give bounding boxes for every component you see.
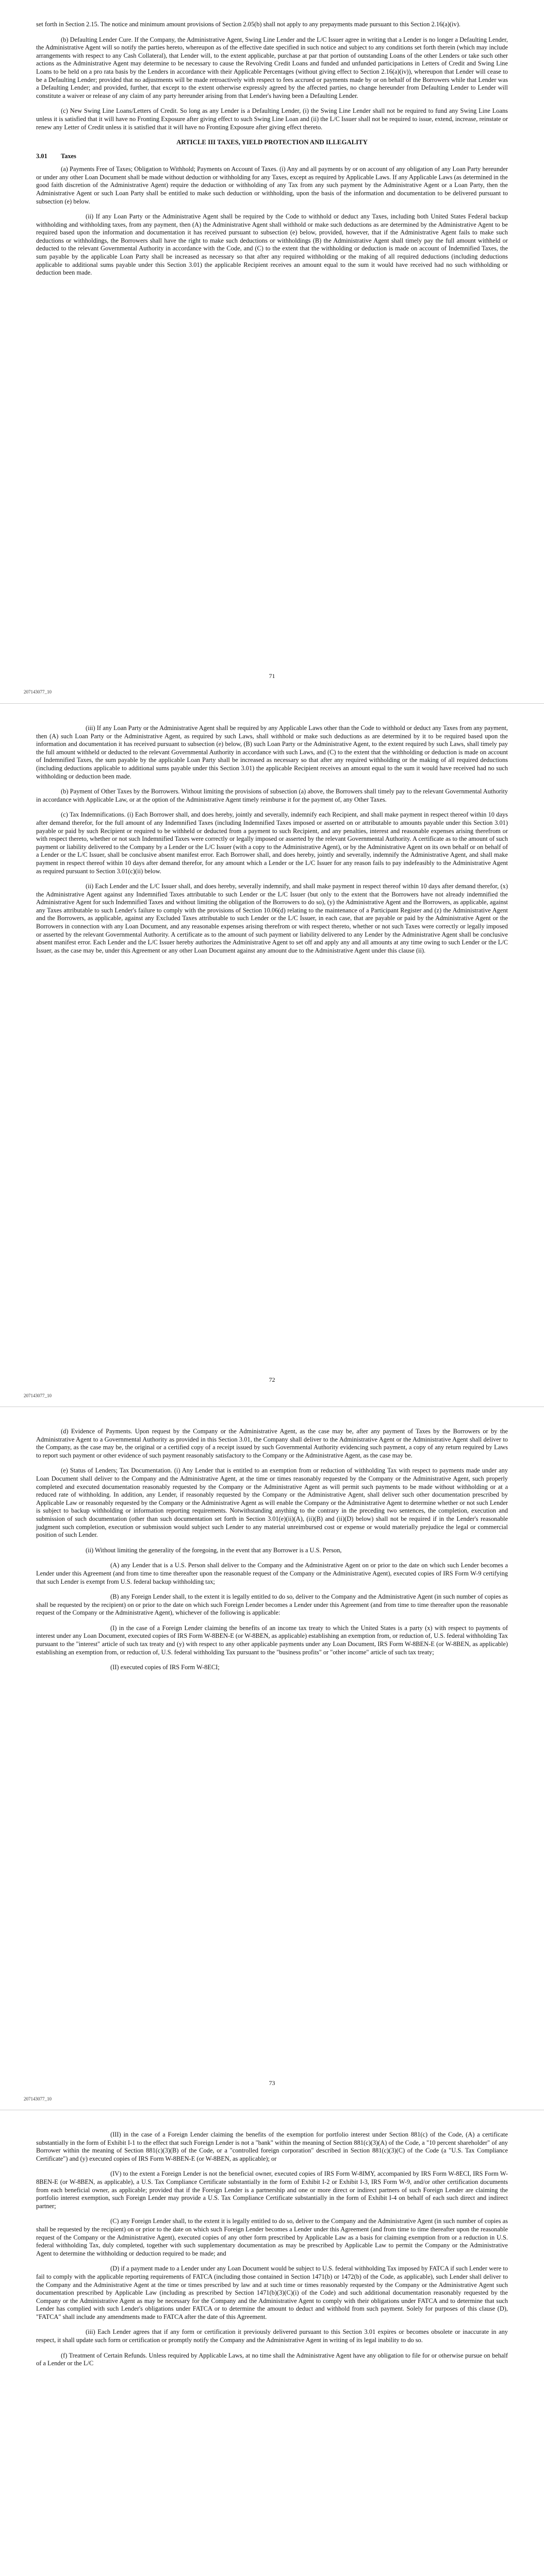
document-id: 207143077_10 (24, 2096, 52, 2102)
paragraph: (a) Payments Free of Taxes; Obligation to Withhold; Payments on Account of Taxes. (i) Any and all payments by or on account of any obligation of any Loan Party hereunder or under any other Loan Document shall be made without deduction or withholding for any Taxes, except as required by Applicable Laws. If any Applicable Laws (as determined in the good faith discretion of the Administrative Agent) require the deduction or withholding of any Tax from any such payment by the Administrative Agent or a Loan Party, then the Administrative Agent or such Loan Party shall be entitled to make such deduction or withholding, upon the basis of the information and documentation to be delivered pursuant to subsection (e) below. (36, 165, 508, 205)
page-body (36, 2131, 508, 2375)
paragraph: (C) any Foreign Lender shall, to the extent it is legally entitled to do so, deliver to the Company and the Administrative Agent (in such number of copies as shall be requested by the recipient) on or prior to the date on which such Foreign Lender becomes a Lender under this Agreement (and from time to time thereafter upon the reasonable request of the Company or the Administrative Agent), executed copies of any other form prescribed by Applicable Law as a basis for claiming exemption from or a reduction in U.S. federal withholding Tax, duly completed, together with such supplementary documentation as may be prescribed by Applicable Law to permit the Company or the Administrative Agent to determine the withholding or deduction required to be made; and (36, 2217, 508, 2257)
paragraph: (ii) If any Loan Party or the Administrative Agent shall be required by the Code to withhold or deduct any Taxes, including both United States Federal backup withholding and withholding taxes, from any payment, then (A) the Administrative Agent shall withhold or make such deductions as are determined by the Administrative Agent to be required based upon the information and documentation it has received pursuant to subsection (e) below, provided, however, that if the Administrative Agent fails to make such deductions or withholdings, the Borrowers shall have the right to make such deductions or withholdings (B) the Administrative Agent shall timely pay the full amount withheld or deducted to the relevant Governmental Authority in accordance with the Code, and (C) to the extent that the withholding or deduction is made on account of Indemnified Taxes, the sum payable by the applicable Loan Party shall be increased as necessary so that after any required withholding or the making of all required deductions (including deductions applicable to additional sums payable under this Section 3.01) the applicable Recipient receives an amount equal to the sum it would have received had no such withholding or deduction been made. (36, 213, 508, 277)
paragraph: (A) any Lender that is a U.S. Person shall deliver to the Company and the Administrative Agent on or prior to the date on which such Lender becomes a Lender under this Agreement (and from time to time thereafter upon the reasonable request of the Company or the Administrative Agent), executed copies of IRS Form W-9 certifying that such Lender is exempt from U.S. federal backup withholding tax; (36, 1562, 508, 1585)
article-heading: ARTICLE III TAXES, YIELD PROTECTION AND ILLEGALITY (176, 139, 368, 146)
document-page (0, 2110, 544, 2576)
paragraph: (iii) Each Lender agrees that if any form or certification it previously delivered pursuant to this Section 3.01 expires or becomes obsolete or inaccurate in any respect, it shall update such form or certification or promptly notify the Company and the Administrative Agent in writing of its legal inability to do so. (36, 2328, 508, 2344)
paragraph: (IV) to the extent a Foreign Lender is not the beneficial owner, executed copies of IRS Form W-8IMY, accompanied by IRS Form W-8ECI, IRS Form W-8BEN-E (or W-8BEN, as applicable), a U.S. Tax Compliance Certificate substantially in the form of Exhibit I-2 or Exhibit I-3, IRS Form W-9, and/or other certification documents from each beneficial owner, as applicable; provided that if the Foreign Lender is a partnership and one or more direct or indirect partners of such Foreign Lender are claiming the portfolio interest exemption, such Foreign Lender may provide a U.S. Tax Compliance Certificate substantially in the form of Exhibit I-4 on behalf of each such direct and indirect partner; (36, 2170, 508, 2210)
page-number: 73 (269, 2079, 275, 2087)
document-page (0, 703, 544, 1406)
paragraph: (f) Treatment of Certain Refunds. Unless required by Applicable Laws, at no time shall the Administrative Agent have any obligation to file for or otherwise pursue on behalf of a Lender or the L/C (36, 2351, 508, 2367)
paragraph: (d) Evidence of Payments. Upon request by the Company or the Administrative Agent, as the case may be, after any payment of Taxes by the Borrowers or by the Administrative Agent to a Governmental Authority as provided in this Section 3.01, the Company shall deliver to the Administrative Agent or the Administrative Agent shall deliver to the Company, as the case may be, the original or a certified copy of a receipt issued by such Governmental Authority evidencing such payment, a copy of any return required by Laws to report such payment or other evidence of such payment reasonably satisfactory to the Company or the Administrative Agent, as the case may be. (36, 1428, 508, 1459)
paragraph: (e) Status of Lenders; Tax Documentation. (i) Any Lender that is entitled to an exemption from or reduction of withholding Tax with respect to payments made under any Loan Document shall deliver to the Company and the Administrative Agent, at the time or times reasonably requested by the Company or the Administrative Agent, such properly completed and executed documentation reasonably requested by the Company or the Administrative Agent as will permit such payments to be made without withholding or at a reduced rate of withholding. In addition, any Lender, if reasonably requested by the Company or the Administrative Agent, shall deliver such other documentation prescribed by Applicable Law or reasonably requested by the Company or the Administrative Agent as will enable the Company or the Administrative Agent to determine whether or not such Lender is subject to backup withholding or information reporting requirements. Notwithstanding anything to the contrary in the preceding two sentences, the completion, execution and submission of such documentation (other than such documentation set forth in Section 3.01(e)(ii)(A), (ii)(B) and (ii)(D) below) shall not be required if in the Lender's reasonable judgment such completion, execution or submission would subject such Lender to any material unreimbursed cost or expense or would materially prejudice the legal or commercial position of such Lender. (36, 1467, 508, 1539)
section-number: 3.01 (36, 152, 47, 160)
section-title: Taxes (61, 152, 76, 160)
paragraph: set forth in Section 2.15. The notice and minimum amount provisions of Section 2.05(b) shall not apply to any prepayments made pursuant to this Section 2.16(a)(iv). (36, 21, 460, 28)
paragraph: (ii) Without limiting the generality of the foregoing, in the event that any Borrower is a U.S. Person, (86, 1546, 342, 1554)
paragraph: (c) New Swing Line Loans/Letters of Credit. So long as any Lender is a Defaulting Lender, (i) the Swing Line Lender shall not be required to fund any Swing Line Loans unless it is satisfied that it will have no Fronting Exposure after giving effect to such Swing Line Loan and (ii) the L/C Issuer shall not be required to issue, extend, increase, reinstate or renew any Letter of Credit unless it is satisfied that it will have no Fronting Exposure after giving effect thereto. (36, 107, 508, 131)
paragraph: (b) Defaulting Lender Cure. If the Company, the Administrative Agent, Swing Line Lender and the L/C Issuer agree in writing that a Lender is no longer a Defaulting Lender, the Administrative Agent will so notify the parties hereto, whereupon as of the effective date specified in such notice and subject to any conditions set forth therein (which may include arrangements with respect to any Cash Collateral), that Lender will, to the extent applicable, purchase at par that portion of outstanding Loans of the other Lenders or take such other actions as the Administrative Agent may determine to be necessary to cause the Revolving Credit Loans and funded and unfunded participations in Letters of Credit and Swing Line Loans to be held on a pro rata basis by the Lenders in accordance with their Applicable Percentages (without giving effect to Section 2.16(a)(iv)), whereupon that Lender will cease to be a Defaulting Lender; provided that no adjustments will be made retroactively with respect to fees accrued or payments made by or on behalf of the Borrowers while that Lender was a Defaulting Lender; and provided, further, that except to the extent otherwise expressly agreed by the affected parties, no change hereunder from Defaulting Lender to Lender will constitute a waiver or release of any claim of any party hereunder arising from that Lender's having been a Defaulting Lender. (36, 36, 508, 99)
paragraph: (I) in the case of a Foreign Lender claiming the benefits of an income tax treaty to which the United States is a party (x) with respect to payments of interest under any Loan Document, executed copies of IRS Form W-8BEN-E (or W-8BEN, as applicable) establishing an exemption from, or reduction of, U.S. federal withholding Tax pursuant to the "interest" article of such tax treaty and (y) with respect to any other applicable payments under any Loan Document, IRS Form W-8BEN-E (or W-8BEN, as applicable) establishing an exemption from, or reduction of, U.S. federal withholding Tax pursuant to the "business profits" or "other income" article of such tax treaty; (36, 1624, 508, 1656)
page-number: 71 (269, 672, 275, 680)
paragraph: (c) Tax Indemnifications. (i) Each Borrower shall, and does hereby, jointly and severally, indemnify each Recipient, and shall make payment in respect thereof within 10 days after demand therefor, for the full amount of any Indemnified Taxes (including Indemnified Taxes imposed or asserted on or attributable to amounts payable under this Section 3.01) payable or paid by such Recipient or required to be withheld or deducted from a payment to such Recipient, and any penalties, interest and reasonable expenses arising therefrom or with respect thereto, whether or not such Indemnified Taxes were correctly or legally imposed or asserted by the relevant Governmental Authority. A certificate as to the amount of such payment or liability delivered to the Company by a Lender or the L/C Issuer (with a copy to the Administrative Agent), or by the Administrative Agent on its own behalf or on behalf of a Lender or the L/C Issuer, shall be conclusive absent manifest error. Each Borrower shall, and does hereby, jointly and severally, indemnify the Administrative Agent, and shall make payment in respect thereof within 10 days after demand therefor, for any amount which a Lender or the L/C Issuer for any reason fails to pay indefeasibly to the Administrative Agent as required pursuant to Section 3.01(c)(ii) below. (36, 811, 508, 875)
document-page (0, 1406, 544, 2110)
paragraph: (b) Payment of Other Taxes by the Borrowers. Without limiting the provisions of subsection (a) above, the Borrowers shall timely pay to the relevant Governmental Authority in accordance with Applicable Law, or at the option of the Administrative Agent timely reimburse it for the payment of, any Other Taxes. (36, 788, 508, 803)
paragraph: (II) executed copies of IRS Form W-8ECI; (110, 1664, 220, 1671)
paragraph: (iii) If any Loan Party or the Administrative Agent shall be required by any Applicable Laws other than the Code to withhold or deduct any Taxes from any payment, then (A) such Loan Party or the Administrative Agent, as required by such Laws, shall withhold or make such deductions as are determined by it to be required based upon the information and documentation it has received pursuant to subsection (e) below, (B) such Loan Party or the Administrative Agent, to the extent required by such Laws, shall timely pay the full amount withheld or deducted to the relevant Governmental Authority in accordance with such Laws, and (C) to the extent that the withholding or deduction is made on account of Indemnified Taxes, the sum payable by the applicable Loan Party shall be increased as necessary so that after any required withholding or the making of all required deductions (including deductions applicable to additional sums payable under this Section 3.01) the applicable Recipient receives an amount equal to the sum it would have received had no such withholding or deduction been made. (36, 724, 508, 780)
paragraph: (ii) Each Lender and the L/C Issuer shall, and does hereby, severally indemnify, and shall make payment in respect thereof within 10 days after demand therefor, (x) the Administrative Agent against any Indemnified Taxes attributable to such Lender or the L/C Issuer (but only to the extent that the Borrowers have not already indemnified the Administrative Agent for such Indemnified Taxes and without limiting the obligation of the Borrowers to do so), (y) the Administrative Agent and the Borrowers, as applicable, against any Taxes attributable to such Lender's failure to comply with the provisions of Section 10.06(d) relating to the maintenance of a Participant Register and (z) the Administrative Agent and the Borrowers, as applicable, against any Excluded Taxes attributable to such Lender or the L/C Issuer, in each case, that are payable or paid by the Administrative Agent or the Borrowers in connection with any Loan Document, and any reasonable expenses arising therefrom or with respect thereto, whether or not such Taxes were correctly or legally imposed or asserted by the relevant Governmental Authority. A certificate as to the amount of such payment or liability delivered to any Lender by the Administrative Agent shall be conclusive absent manifest error. Each Lender and the L/C Issuer hereby authorizes the Administrative Agent to set off and apply any and all amounts at any time owing to such Lender or the L/C Issuer, as the case may be, under this Agreement or any other Loan Document against any amount due to the Administrative Agent under this clause (ii). (36, 883, 508, 954)
page-body (36, 1428, 508, 1679)
page-number: 72 (269, 1376, 275, 1383)
paragraph: (B) any Foreign Lender shall, to the extent it is legally entitled to do so, deliver to the Company and the Administrative Agent (in such number of copies as shall be requested by the recipient) on or prior to the date on which such Foreign Lender becomes a Lender under this Agreement (and from time to time thereafter upon the reasonable request of the Company or the Administrative Agent), whichever of the following is applicable: (36, 1593, 508, 1617)
document-id: 207143077_10 (24, 1393, 52, 1398)
section-heading (36, 152, 508, 160)
document-id: 207143077_10 (24, 689, 52, 694)
paragraph: (III) in the case of a Foreign Lender claiming the benefits of the exemption for portfolio interest under Section 881(c) of the Code, (A) a certificate substantially in the form of Exhibit I-1 to the effect that such Foreign Lender is not a "bank" within the meaning of Section 881(c)(3)(A) of the Code, a "10 percent shareholder" of any Borrower within the meaning of Section 881(c)(3)(B) of the Code, or a "controlled foreign corporation" described in Section 881(c)(3)(C) of the Code (a "U.S. Tax Compliance Certificate") and (y) executed copies of IRS Form W-8BEN-E (or W-8BEN, as applicable); or (36, 2131, 508, 2162)
page-body (36, 21, 508, 284)
page-body (36, 724, 508, 962)
document-page (0, 0, 544, 703)
paragraph: (D) if a payment made to a Lender under any Loan Document would be subject to U.S. federal withholding Tax imposed by FATCA if such Lender were to fail to comply with the applicable reporting requirements of FATCA (including those contained in Section 1471(b) or 1472(b) of the Code, as applicable), such Lender shall deliver to the Company and the Administrative Agent at the time or times prescribed by law and at such time or times reasonably requested by the Company or the Administrative Agent such documentation prescribed by Applicable Law (including as prescribed by Section 1471(b)(3)(C)(i) of the Code) and such additional documentation reasonably requested by the Company or the Administrative Agent as may be necessary for the Company and the Administrative Agent to comply with their obligations under FATCA and to determine that such Lender has complied with such Lender's obligations under FATCA or to determine the amount to deduct and withhold from such payment. Solely for purposes of this clause (D), "FATCA" shall include any amendments made to FATCA after the date of this Agreement. (36, 2265, 508, 2320)
